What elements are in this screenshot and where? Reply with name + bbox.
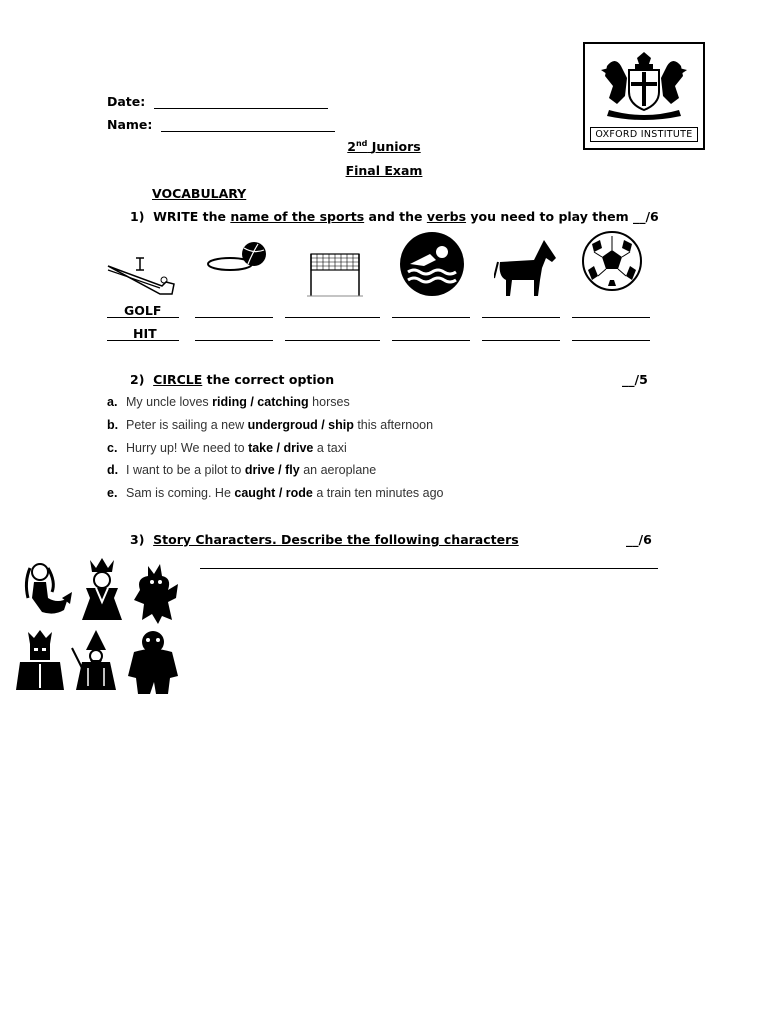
- monster-icon: [124, 628, 182, 696]
- answer-sport-4[interactable]: [392, 317, 470, 318]
- question-2: 2) CIRCLE the correct option: [130, 372, 335, 387]
- mermaid-icon: [18, 558, 74, 622]
- name-label: Name:: [107, 117, 153, 132]
- basketball-icon: [206, 240, 268, 276]
- golf-icon: [104, 254, 180, 298]
- list-item: d. I want to be a pilot to drive / fly an aeroplane: [107, 463, 377, 477]
- answer-verb-2[interactable]: [195, 340, 273, 341]
- level-title: 2nd Juniors: [347, 139, 421, 155]
- soccer-ball-icon: [580, 230, 644, 292]
- answer-sport-6[interactable]: [572, 317, 650, 318]
- name-blank[interactable]: [161, 119, 335, 132]
- list-item: c. Hurry up! We need to take / drive a taxi: [107, 441, 347, 455]
- question-1: 1) WRITE the name of the sports and the verbs you need to play them __/6: [130, 209, 659, 224]
- coat-of-arms-icon: [599, 52, 689, 120]
- wizard-icon: [68, 628, 124, 692]
- list-item: e. Sam is coming. He caught / rode a train ten minutes ago: [107, 486, 444, 500]
- king-icon: [14, 628, 70, 692]
- question-3-score: __/6: [626, 532, 652, 547]
- list-item: a. My uncle loves riding / catching horses: [107, 395, 350, 409]
- horse-icon: [494, 238, 560, 300]
- list-item: b. Peter is sailing a new undergroud / ship this afternoon: [107, 418, 434, 432]
- swimming-icon: [398, 230, 466, 298]
- date-label: Date:: [107, 94, 146, 109]
- answer-verb-3[interactable]: [285, 340, 380, 341]
- date-field: [107, 94, 328, 109]
- example-sport: GOLF: [124, 303, 162, 318]
- example-verb: HIT: [133, 326, 157, 341]
- date-blank[interactable]: [154, 96, 328, 109]
- answer-sport-3[interactable]: [285, 317, 380, 318]
- answer-verb-6[interactable]: [572, 340, 650, 341]
- institute-name: OXFORD INSTITUTE: [585, 127, 703, 142]
- answer-verb-4[interactable]: [392, 340, 470, 341]
- answer-sport-5[interactable]: [482, 317, 560, 318]
- institute-logo: [583, 42, 705, 150]
- exam-title: Final Exam: [345, 163, 423, 178]
- answer-sport-2[interactable]: [195, 317, 273, 318]
- answer-verb-5[interactable]: [482, 340, 560, 341]
- volleyball-net-icon: [305, 248, 363, 298]
- name-field: [107, 117, 335, 132]
- dragon-icon: [128, 560, 182, 626]
- question-1-score: __/6: [632, 209, 659, 224]
- answer-line[interactable]: [200, 568, 658, 569]
- section-title: VOCABULARY: [152, 186, 247, 201]
- question-2-score: __/5: [622, 372, 648, 387]
- question-3: 3) Story Characters. Describe the following characters: [130, 532, 519, 547]
- queen-icon: [78, 554, 126, 624]
